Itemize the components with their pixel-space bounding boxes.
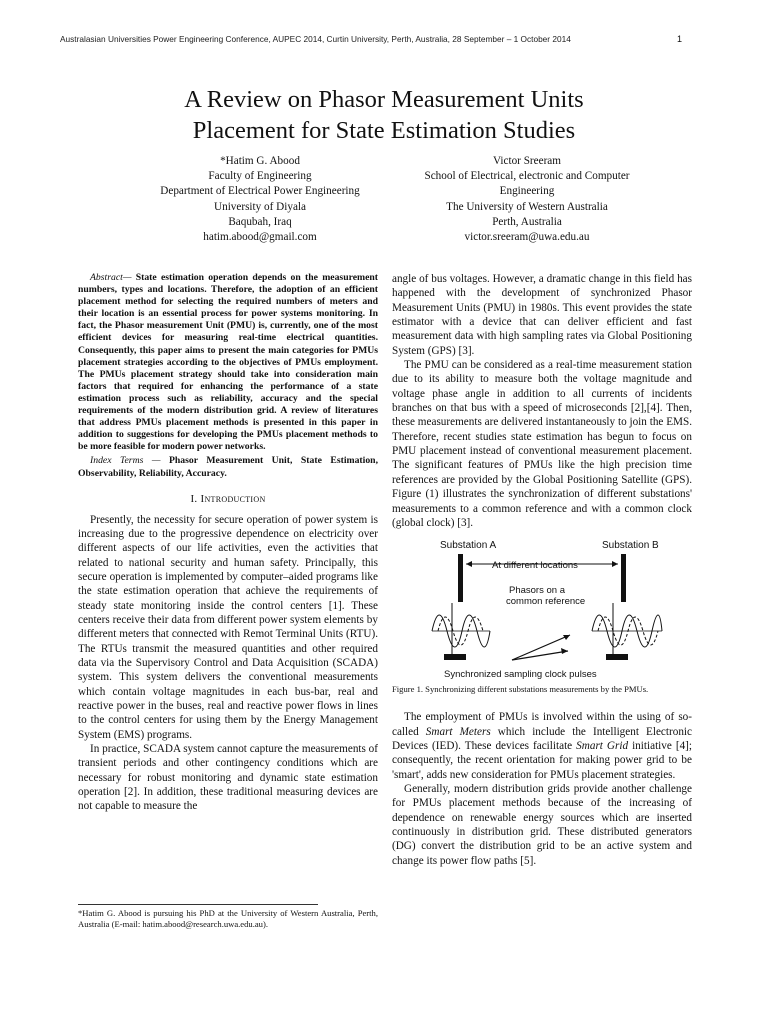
locations-label: At different locations: [492, 560, 578, 572]
author-email: victor.sreeram@uwa.edu.au: [464, 231, 590, 244]
p3-smart-meters: Smart Meters: [425, 725, 491, 738]
phasor-arrows: [512, 635, 570, 660]
section-heading: I. Introduction: [190, 492, 266, 505]
paper-title: [0, 84, 768, 146]
substation-a-label: Substation A: [440, 540, 497, 552]
figure-caption: Figure 1. Synchronizing different substations measurements by the PMUs.: [392, 684, 649, 695]
author-city: Baqubah, Iraq: [228, 215, 292, 228]
p3-text-b: which include the Intelligent Electronic Devices (IED). These devices facilitate: [392, 725, 692, 752]
author-affiliation-cont: Engineering: [499, 185, 555, 198]
substation-b-label: Substation B: [602, 540, 659, 552]
waveform-a: [432, 603, 490, 660]
author-block-2: [372, 154, 682, 245]
title-line-2: Placement for State Estimation Studies: [192, 117, 576, 144]
footnote-divider: [78, 904, 318, 905]
abstract: [78, 272, 378, 453]
author-affiliation: Faculty of Engineering: [208, 170, 312, 183]
waveform-b: [592, 603, 662, 660]
p3-text-c: initiative [4]; consequently, the recent orientation for making power grid to be 'smart', adds new consideration for PMUs placement strategies.: [392, 739, 693, 781]
author-email: hatim.abood@gmail.com: [203, 231, 317, 244]
running-head: Australasian Universities Power Engineering Conference, AUPEC 2014, Curtin University, Perth, Australia, 28 September – 1 October 2014: [60, 34, 571, 44]
right-paragraph-1: angle of bus voltages. However, a dramatic change in this field has happened with the development of synchronized Phasor Measurement Units (PMU) in 1980s. This event provides the state estimator with a device that can deliver efficient and fast measurement data with high sampling rates via Global Positioning System (GPS) [3].: [392, 273, 692, 357]
right-column: [392, 272, 692, 868]
pmu-sync-diagram: [392, 537, 692, 682]
author-name: Victor Sreeram: [493, 155, 561, 167]
author-name: *Hatim G. Abood: [220, 155, 300, 167]
right-paragraph-3: [392, 710, 692, 782]
author-city: Perth, Australia: [492, 215, 562, 228]
author-affiliation: School of Electrical, electronic and Computer: [424, 170, 630, 183]
author-block-1: [120, 154, 400, 245]
page-number: 1: [676, 34, 682, 44]
index-terms: [78, 455, 378, 479]
index-terms-label: Index Terms —: [90, 455, 161, 467]
figure-1: [392, 537, 692, 682]
index-terms-text: Phasor Measurement Unit, State Estimation, Observability, Reliability, Accuracy.: [78, 455, 378, 479]
intro-paragraph-2: In practice, SCADA system cannot capture the measurements of transient periods and other contingency conditions which are necessary for robust monitoring and dynamic state estimation operation [2]. In addition, these traditional measuring devices are not capable to measure the: [78, 743, 378, 813]
footnote: *Hatim G. Abood is pursuing his PhD at the University of Western Australia, Perth, Australia (E-mail: hatim.abood@research.uwa.edu.au).: [78, 908, 378, 929]
right-paragraph-4: Generally, modern distribution grids provide another challenge for PMUs placement methods because of the increasing of dependence on renewable energy sources which are inserted continuously in distribution grid. These distributed generators (DG) convert the distribution grid to be an active system and change its power flow paths [5].: [392, 782, 692, 867]
p3-text-a: The employment of PMUs is involved within the using of so-called: [392, 711, 692, 738]
p3-smart-grid: Smart Grid: [576, 739, 629, 752]
substation-a-bar: [458, 554, 463, 602]
abstract-text: State estimation operation depends on the measurement numbers, types and locations. Therefore, the adoption of an efficient placement method for selecting the required numbers of meters and their location is an essential process for power systems monitoring. In fact, the Phasor measurement Unit (PMU) is, currently, one of the most efficient devices for measuring real-time electrical quantities. Consequently, this paper aims to present the main categories for PMUs placement strategies according to the objectives of PMUs employment. The PMUs placement strategy should take into consideration main factors that required for enhancing the performance of a state estimation process such as reliability, accuracy and the special requirements of the modern distribution grid. A review of literatures that address PMUs placement methods is presented in this paper in addition to suggestions for developing the PMUs placement methods to be more feasible for modern power networks.: [78, 272, 378, 453]
author-university: University of Diyala: [214, 200, 306, 213]
phasors-label-line-2: common reference: [506, 596, 586, 608]
clock-pulses-label: Synchronized sampling clock pulses: [444, 669, 597, 681]
author-department: Department of Electrical Power Engineering: [160, 185, 360, 198]
abstract-label: Abstract—: [90, 272, 132, 283]
right-paragraph-2: The PMU can be considered as a real-time measurement station due to its ability to measure both the voltage magnitude and voltage phase angle in addition to all currents of incidents branches on that bus with a speed of microseconds [2],[4]. Then, these measurements are delivered instantaneously to join the EMS. Therefore, recent studies state estimation has begun to focus on PMU placement instead of conventional measurement placement. The significant features of PMUs like the high precision time references are provided by the Global Positioning Satellite (GPS). Figure (1) illustrates the synchronization of different substations' measurements to a common reference and with a common clock (global clock) [3].: [392, 359, 692, 529]
phasors-label-line-1: Phasors on a: [509, 585, 565, 597]
author-university: The University of Western Australia: [446, 200, 608, 213]
title-line-1: A Review on Phasor Measurement Units: [184, 86, 584, 113]
left-column: [78, 272, 378, 814]
intro-paragraph-1: Presently, the necessity for secure operation of power system is increasing due to the progressive dependence on electricity over different aspects of our life activities, even the activities that related to national security and human safety. Principally, this secure operation is implemented by computer–aided programs like the state estimation operation that achieve the requirements of steady state monitoring inside the control centers [1]. These centers receive their data from different power system elements by different meters that connected with Remot Terminal Units (RTU). The RTUs transmit the measured quantities and other required data via the Supervisory Control and Data Acquisition (SCADA) system. This system delivers the conventional measurements which contain voltage magnitudes in each bus-bar, real and reactive power in the buses, real and reactive power flows in lines to the control centers for using them by the Energy Management System (EMS) programs.: [78, 513, 378, 741]
substation-b-bar: [621, 554, 626, 602]
